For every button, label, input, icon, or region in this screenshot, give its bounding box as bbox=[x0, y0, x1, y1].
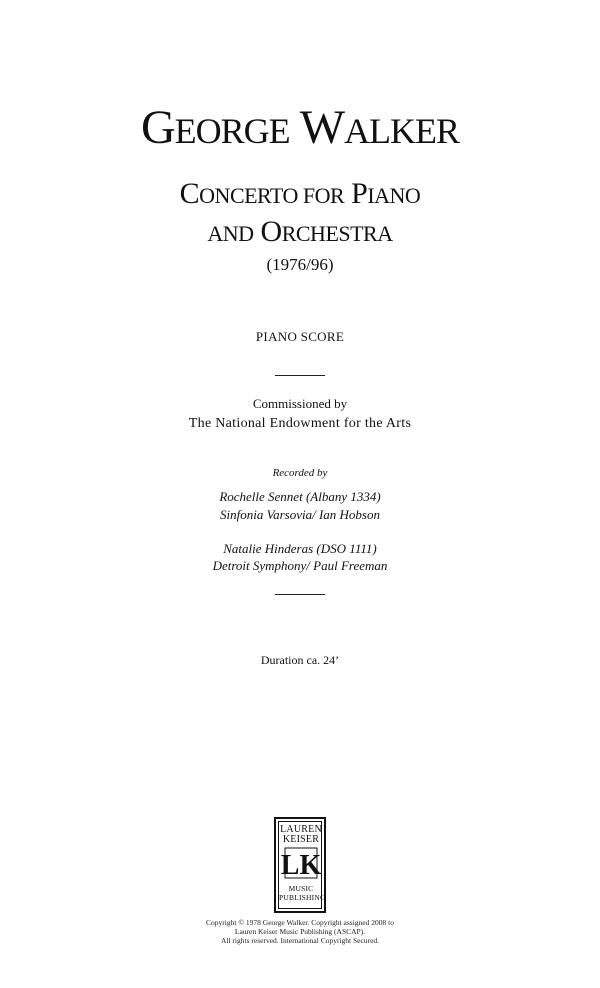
copyright-line-2: Lauren Keiser Music Publishing (ASCAP). bbox=[234, 927, 366, 936]
commission-label: Commissioned by bbox=[252, 396, 348, 411]
divider-rule bbox=[275, 375, 325, 376]
composer-first-rest: EORGE bbox=[174, 111, 290, 151]
recording-1-line-1: Rochelle Sennet (Albany 1334) bbox=[219, 489, 381, 504]
logo-line-2: KEISER bbox=[282, 834, 320, 845]
duration: Duration ca. 24’ bbox=[260, 653, 340, 667]
recording-1-line-2: Sinfonia Varsovia/ Ian Hobson bbox=[220, 507, 380, 522]
title-initial-o: O bbox=[260, 215, 282, 248]
recording-2-line-2: Detroit Symphony/ Paul Freeman bbox=[212, 558, 388, 573]
title-initial-p: P bbox=[351, 177, 368, 210]
copyright-line-3: All rights reserved. International Copyright Secured. bbox=[220, 936, 380, 945]
logo-monogram-text: LK bbox=[280, 850, 322, 880]
work-years: (1976/96) bbox=[266, 255, 334, 274]
composer-name bbox=[0, 100, 600, 159]
edition-label: PIANO SCORE bbox=[255, 329, 345, 344]
logo-line-1: LAUREN bbox=[280, 824, 322, 835]
title-rest-and: AND bbox=[207, 221, 254, 246]
divider-rule bbox=[275, 594, 325, 595]
copyright-line-1: Copyright © 1978 George Walker. Copyright assigned 2008 to bbox=[206, 918, 394, 927]
logo-line-4: PUBLISHING bbox=[279, 893, 326, 902]
work-title-line-1 bbox=[0, 176, 600, 214]
commission-body: The National Endowment for the Arts bbox=[188, 416, 412, 431]
recordings-label: Recorded by bbox=[272, 467, 328, 479]
title-rest-iano: IANO bbox=[367, 183, 421, 208]
composer-first-initial: G bbox=[140, 101, 175, 154]
work-title-line-2 bbox=[0, 214, 600, 252]
logo-monogram-icon bbox=[279, 846, 323, 880]
composer-last-rest: ALKER bbox=[344, 111, 460, 151]
title-initial-c: C bbox=[179, 177, 200, 210]
title-rest-rchestra: RCHESTRA bbox=[281, 221, 393, 246]
composer-last-initial: W bbox=[299, 101, 345, 154]
copyright-notice bbox=[0, 918, 600, 945]
logo-line-3: MUSIC bbox=[288, 884, 314, 893]
publisher-logo bbox=[274, 817, 326, 913]
title-rest-concerto-for: ONCERTO FOR bbox=[199, 183, 345, 208]
recording-2-line-1: Natalie Hinderas (DSO 1111) bbox=[223, 541, 377, 556]
